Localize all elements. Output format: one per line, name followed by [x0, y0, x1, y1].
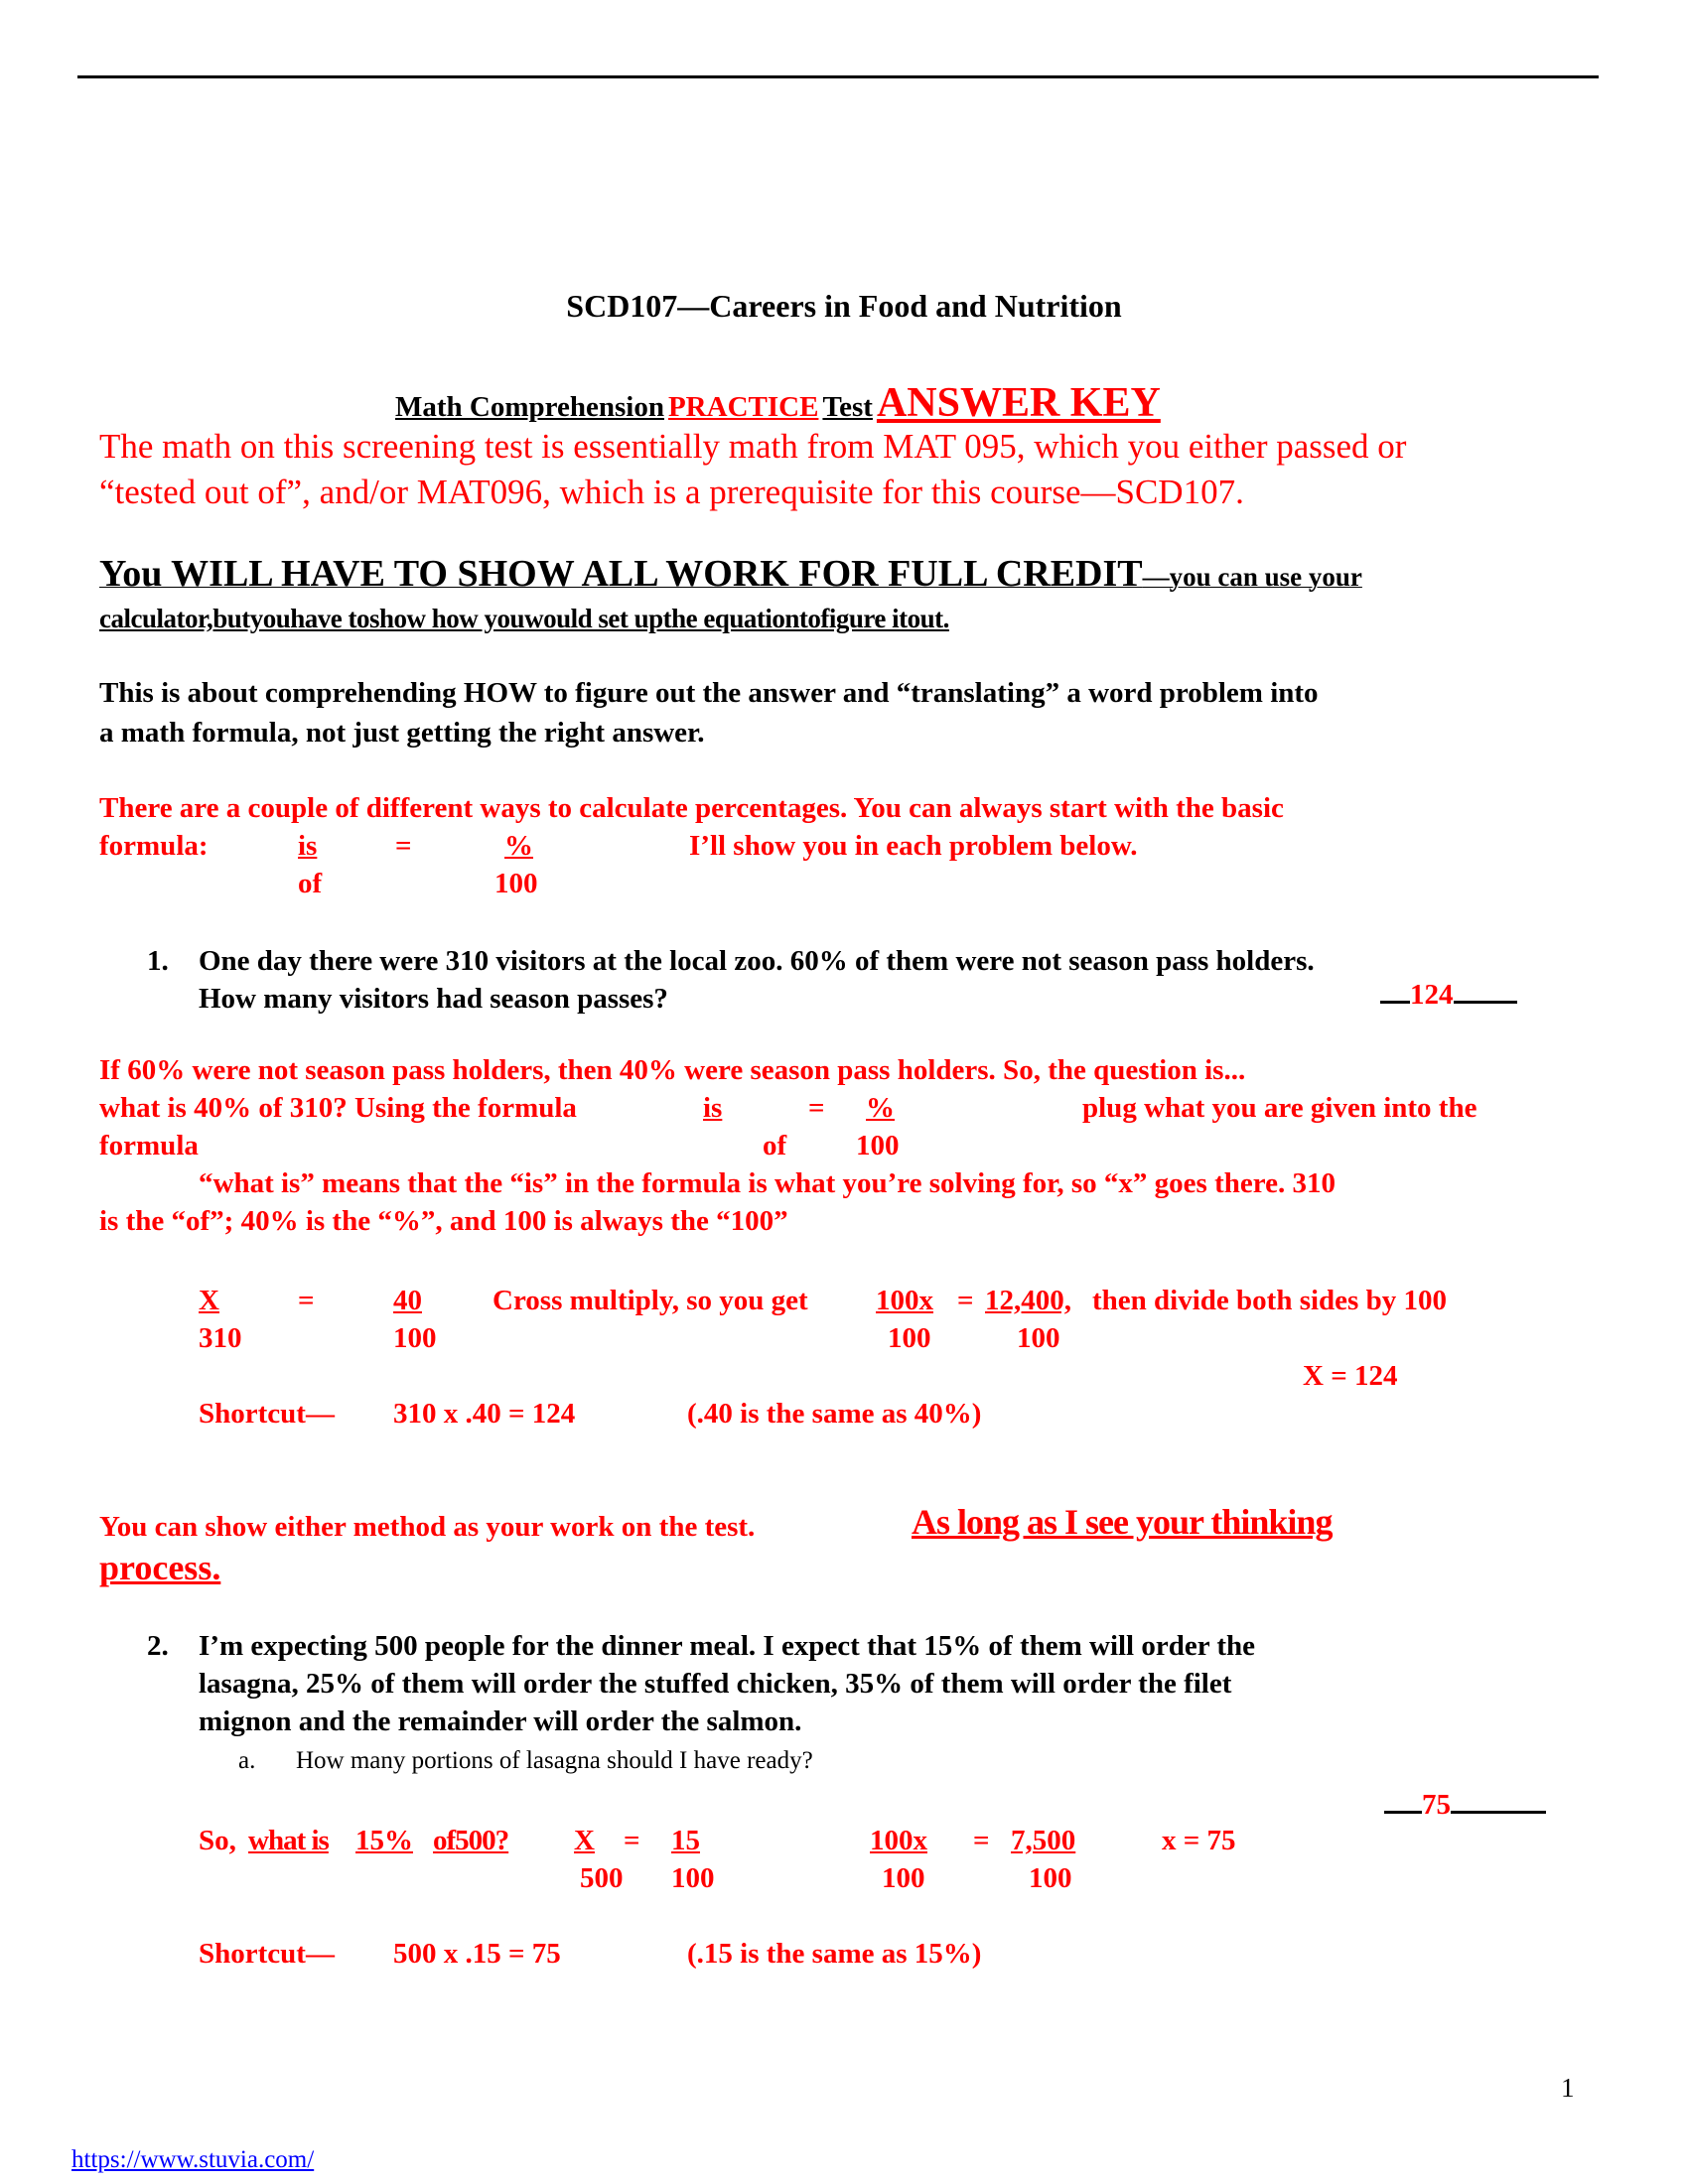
- q1-line-2: How many visitors had season passes?: [199, 983, 668, 1015]
- q2-eq-15: 15: [671, 1825, 700, 1856]
- q2-number: 2.: [147, 1630, 169, 1662]
- ways-show: I’ll show you in each problem below.: [689, 830, 1138, 862]
- q1-eq-equals: =: [298, 1285, 315, 1316]
- formula-equals: =: [395, 830, 412, 862]
- formula-100: 100: [494, 868, 538, 899]
- q2-so: So,: [199, 1825, 236, 1856]
- q1-exp-2a: what is 40% of 310? Using the formula: [99, 1092, 577, 1124]
- q1-shortcut-note: (.40 is the same as 40%): [687, 1398, 982, 1430]
- formula-is: is: [298, 830, 318, 862]
- q2-eq-100a: 100: [671, 1862, 715, 1894]
- q2-line-2: lasagna, 25% of them will order the stuffed chicken, 35% of them will order the filet: [199, 1668, 1232, 1700]
- q1-eq-divide: then divide both sides by 100: [1092, 1285, 1447, 1316]
- q1-shortcut-label: Shortcut—: [199, 1398, 335, 1430]
- q2-pct15: 15%: [355, 1825, 413, 1856]
- intro-line-2: “tested out of”, and/or MAT096, which is a prerequisite for this course—SCD107.: [99, 473, 1244, 511]
- q1-eq-cross: Cross multiply, so you get: [492, 1285, 808, 1316]
- q1-exp-100: 100: [856, 1130, 900, 1161]
- ways-line-1: There are a couple of different ways to calculate percentages. You can always start with the basic: [99, 792, 1284, 824]
- ways-formula-label: formula:: [99, 830, 209, 862]
- q1-exp-5: is the “of”; 40% is the “%”, and 100 is always the “100”: [99, 1205, 788, 1237]
- q2-answer-blank[interactable]: [1384, 1789, 1546, 1822]
- q1-exp-4: “what is” means that the “is” in the formula is what you’re solving for, so “x” goes there. 310: [199, 1167, 1336, 1199]
- show-work-small: —you can use your: [1142, 562, 1362, 592]
- subtitle-prefix: Math Comprehension: [395, 391, 664, 423]
- q2-what-is: what is: [248, 1825, 329, 1856]
- method-text: You can show either method as your work on the test.: [99, 1511, 756, 1543]
- formula-percent: %: [504, 830, 533, 862]
- show-work-notice: [99, 552, 1362, 596]
- q1-eq-40: 40: [393, 1285, 422, 1316]
- comprehend-line-1: This is about comprehending HOW to figure out the answer and “translating” a word problem into: [99, 677, 1319, 709]
- q1-answer: 124: [1410, 979, 1454, 1011]
- q1-eq-100c: 100: [1017, 1322, 1060, 1354]
- subtitle-test: Test: [822, 391, 873, 423]
- q2-shortcut-label: Shortcut—: [199, 1938, 335, 1970]
- q2-shortcut-note: (.15 is the same as 15%): [687, 1938, 982, 1970]
- intro-line-1: The math on this screening test is essentially math from MAT 095, which you either passed or: [99, 427, 1407, 466]
- q1-eq-310: 310: [199, 1322, 242, 1354]
- q2-line-3: mignon and the remainder will order the salmon.: [199, 1706, 802, 1737]
- subtitle-practice: PRACTICE: [667, 391, 819, 423]
- q2-eq-equals-2: =: [973, 1825, 990, 1856]
- q1-exp-3: formula: [99, 1130, 199, 1161]
- header-rule: [77, 75, 1599, 78]
- q2-eq-100c: 100: [1029, 1862, 1072, 1894]
- q1-exp-is: is: [703, 1092, 723, 1124]
- q2-of500: of500?: [433, 1825, 509, 1856]
- comprehend-line-2: a math formula, not just getting the right answer.: [99, 717, 705, 749]
- q1-exp-percent: %: [866, 1092, 895, 1124]
- page-title: SCD107—Careers in Food and Nutrition: [566, 288, 1122, 324]
- q2-eq-500: 500: [580, 1862, 624, 1894]
- show-work-line-2: calculator,butyouhave toshow how youwould set upthe equationtofigure itout.: [99, 604, 949, 633]
- q1-line-1: One day there were 310 visitors at the local zoo. 60% of them were not season pass holders.: [199, 945, 1315, 977]
- q1-exp-equals: =: [808, 1092, 825, 1124]
- q1-number: 1.: [147, 945, 169, 977]
- q1-eq-100b: 100: [888, 1322, 931, 1354]
- q2-sub-a-text: How many portions of lasagna should I have ready?: [296, 1747, 813, 1774]
- q2-sub-a-label: a.: [238, 1747, 256, 1774]
- q2-eq-result: x = 75: [1162, 1825, 1236, 1856]
- q2-answer: 75: [1422, 1789, 1451, 1821]
- show-work-big: You WILL HAVE TO SHOW ALL WORK FOR FULL CREDIT: [99, 553, 1143, 595]
- q2-eq-100x: 100x: [870, 1825, 927, 1856]
- q1-exp-of: of: [763, 1130, 787, 1161]
- q1-eq-100a: 100: [393, 1322, 437, 1354]
- page-number: 1: [1561, 2073, 1575, 2103]
- subtitle: [395, 379, 1161, 427]
- answer-key-label: ANSWER KEY: [876, 380, 1161, 426]
- q1-shortcut-calc: 310 x .40 = 124: [393, 1398, 576, 1430]
- stuvia-link[interactable]: https://www.stuvia.com/: [71, 2146, 315, 2173]
- formula-of: of: [298, 868, 323, 899]
- q1-eq-equals-2: =: [957, 1285, 974, 1316]
- q2-shortcut-calc: 500 x .15 = 75: [393, 1938, 561, 1970]
- q1-exp-1: If 60% were not season pass holders, then 40% were season pass holders. So, the question is...: [99, 1054, 1246, 1086]
- method-emphasis-2: process.: [99, 1548, 221, 1587]
- q1-eq-result: X = 124: [1303, 1360, 1398, 1392]
- q2-eq-100b: 100: [882, 1862, 925, 1894]
- q1-answer-blank[interactable]: [1380, 979, 1517, 1012]
- q1-eq-12400: 12,400,: [985, 1285, 1071, 1316]
- q2-eq-x: X: [574, 1825, 595, 1856]
- q1-eq-100x: 100x: [876, 1285, 933, 1316]
- q2-eq-7500: 7,500: [1011, 1825, 1076, 1856]
- q1-eq-x: X: [199, 1285, 219, 1316]
- q1-exp-2b: plug what you are given into the: [1082, 1092, 1477, 1124]
- q2-line-1: I’m expecting 500 people for the dinner meal. I expect that 15% of them will order the: [199, 1630, 1255, 1662]
- method-emphasis-1: As long as I see your thinking: [912, 1502, 1333, 1542]
- q2-eq-equals: =: [624, 1825, 640, 1856]
